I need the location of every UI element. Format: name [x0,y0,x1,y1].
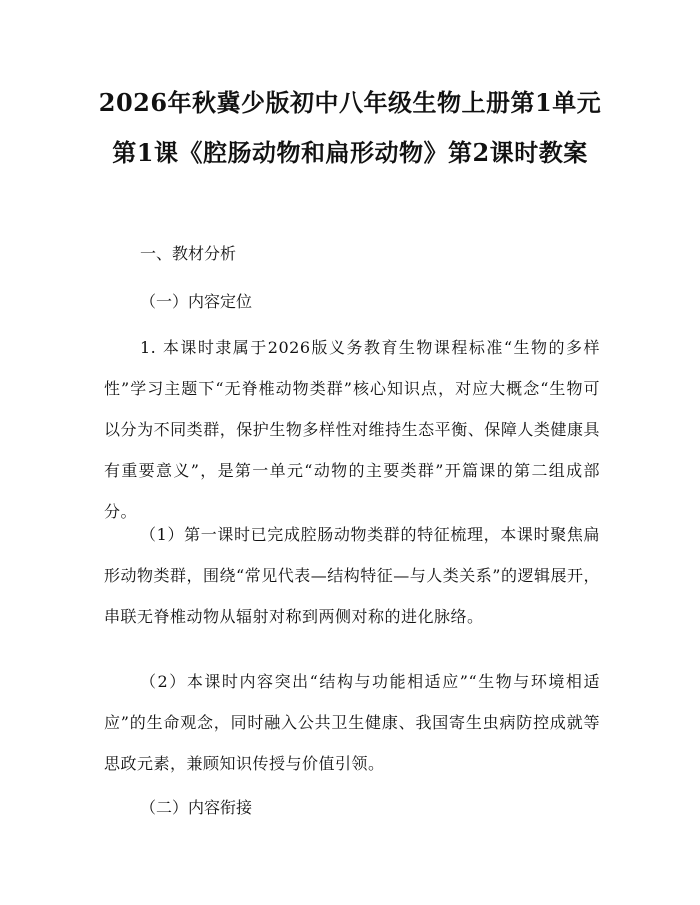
paragraph-2: （1）第一课时已完成腔肠动物类群的特征梳理，本课时聚焦扁形动物类群，围绕“常见代表—结构特征—与人类关系”的逻辑展开，串联无脊椎动物从辐射对称到两侧对称的进化脉络。 [104,525,600,626]
paragraph-3: （2）本课时内容突出“结构与功能相适应”“生物与环境相适应”的生命观念，同时融入公共卫生健康、我国寄生虫病防控成就等思政元素，兼顾知识传授与价值引领。 [104,672,600,773]
subsection-heading-content-positioning: （一）内容定位 [140,292,253,311]
section-heading-textbook-analysis: 一、教材分析 [140,244,237,263]
paragraph-1: 1. 本课时隶属于2026版义务教育生物课程标准“生物的多样性”学习主题下“无脊椎动物类群”核心知识点，对应大概念“生物可以分为不同类群，保护生物多样性对维持生态平衡、保障人类健康具有重要意义”，是第一单元“动物的主要类群”开篇课的第二组成部分。 [104,338,600,521]
document-title: 2026年秋冀少版初中八年级生物上册第1单元第1课《腔肠动物和扁形动物》第2课时教案 [98,88,602,167]
subsection-heading-content-connection: （二）内容衔接 [140,798,253,817]
